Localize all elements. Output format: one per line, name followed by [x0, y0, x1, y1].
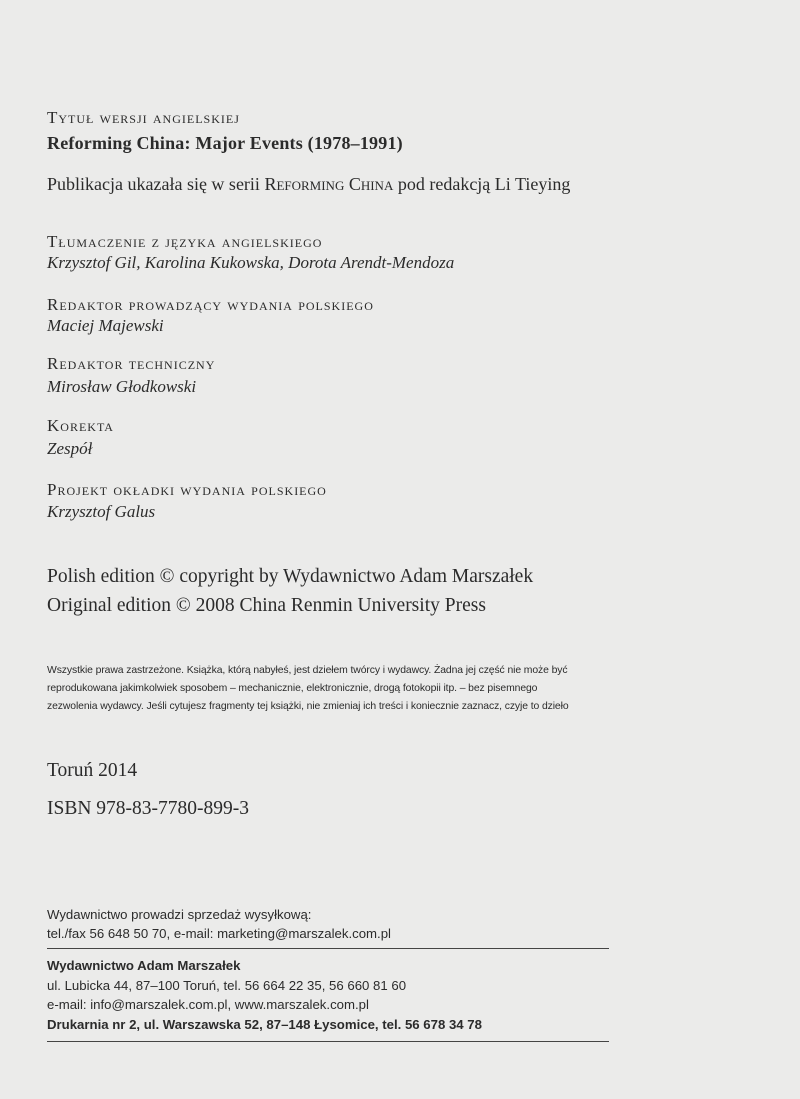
divider [47, 948, 609, 949]
copyright-original: Original edition © 2008 China Renmin University Press [47, 595, 486, 616]
credit-label-translation: Tłumaczenie z języka angielskiego [47, 232, 323, 251]
credit-value-managing-editor: Maciej Majewski [47, 316, 164, 335]
series-name: Reforming China [264, 174, 394, 194]
publisher-name: Wydawnictwo Adam Marszałek [47, 958, 241, 973]
credit-label-cover-design: Projekt okładki wydania polskiego [47, 480, 327, 499]
publisher-contact: e-mail: info@marszalek.com.pl, www.marszalek.com.pl [47, 997, 369, 1012]
series-note-editor: pod redakcją Li Tieying [393, 174, 571, 194]
original-title: Reforming China: Major Events (1978–1991) [47, 133, 403, 153]
credit-value-cover-design: Krzysztof Galus [47, 502, 156, 521]
printer-info: Drukarnia nr 2, ul. Warszawska 52, 87–148 Łysomice, tel. 56 678 34 78 [47, 1017, 482, 1032]
credit-label-managing-editor: Redaktor prowadzący wydania polskiego [47, 295, 374, 314]
sales-note: Wydawnictwo prowadzi sprzedaż wysyłkową: [47, 907, 312, 922]
place-year: Toruń 2014 [47, 760, 138, 781]
original-title-label: Tytuł wersji angielskiej [47, 108, 240, 127]
rights-notice-line: Wszystkie prawa zastrzeżone. Książka, którą nabyłeś, jest dziełem twórcy i wydawcy. Żadna jej część nie może być [47, 665, 568, 676]
rights-notice-line: zezwolenia wydawcy. Jeśli cytujesz fragmenty tej książki, nie zmieniaj ich treści i koniecznie zaznacz, czyje to dzieło [47, 701, 569, 712]
credit-value-technical-editor: Mirosław Głodkowski [47, 377, 197, 396]
series-note [47, 173, 570, 195]
credit-label-technical-editor: Redaktor techniczny [47, 354, 216, 373]
publisher-address: ul. Lubicka 44, 87–100 Toruń, tel. 56 664 22 35, 56 660 81 60 [47, 978, 407, 993]
copyright-polish: Polish edition © copyright by Wydawnictwo Adam Marszałek [47, 566, 534, 587]
credit-label-proofreading: Korekta [47, 416, 114, 435]
sales-contact: tel./fax 56 648 50 70, e-mail: marketing@marszalek.com.pl [47, 926, 391, 941]
rights-notice-line: reprodukowana jakimkolwiek sposobem – mechanicznie, elektronicznie, drogą fotokopii itp. – bez pisemnego [47, 683, 538, 694]
series-note-prefix: Publikacja ukazała się w serii [47, 174, 265, 194]
isbn: ISBN 978-83-7780-899-3 [47, 798, 250, 819]
credit-value-proofreading: Zespół [47, 439, 93, 458]
credit-value-translation: Krzysztof Gil, Karolina Kukowska, Dorota Arendt-Mendoza [47, 253, 455, 272]
divider [47, 1041, 609, 1042]
